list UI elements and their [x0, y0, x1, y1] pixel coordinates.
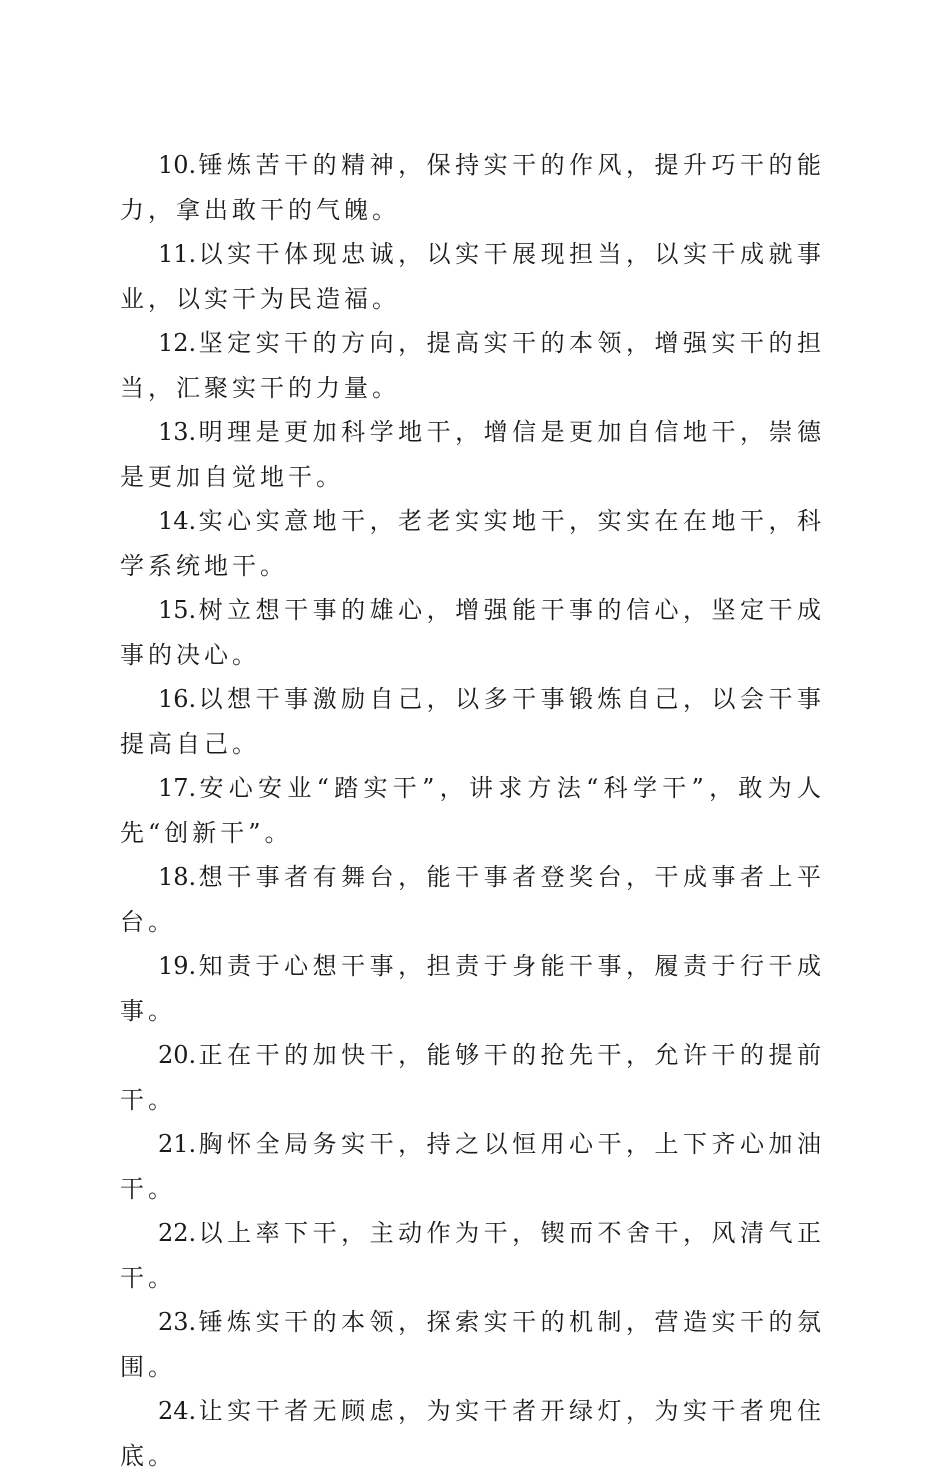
- item-number: 13.: [158, 418, 197, 446]
- item-number: 23.: [158, 1308, 197, 1336]
- item-number: 24.: [158, 1397, 197, 1425]
- item-number: 19.: [158, 952, 197, 980]
- item-number: 20.: [158, 1041, 197, 1069]
- item-number: 15.: [158, 596, 197, 624]
- item-number: 12.: [158, 329, 197, 357]
- item-text: 知责于心想干事，担责于身能干事，履责于行干成事。: [120, 952, 825, 1025]
- item-text: 坚定实干的方向，提高实干的本领，增强实干的担当，汇聚实干的力量。: [120, 329, 825, 402]
- list-item: [120, 1300, 825, 1389]
- item-text: 想干事者有舞台，能干事者登奖台，干成事者上平台。: [120, 863, 825, 936]
- item-text: 让实干者无顾虑，为实干者开绿灯，为实干者兜住底。: [120, 1397, 825, 1470]
- list-item: [120, 143, 825, 232]
- list-item: [120, 1122, 825, 1211]
- item-number: 11.: [158, 240, 197, 268]
- list-item: [120, 410, 825, 499]
- item-number: 16.: [158, 685, 197, 713]
- item-number: 10.: [158, 151, 197, 179]
- item-text: 树立想干事的雄心，增强能干事的信心，坚定干成事的决心。: [120, 596, 825, 669]
- item-number: 17.: [158, 774, 197, 802]
- list-item: [120, 677, 825, 766]
- list-item: [120, 588, 825, 677]
- list-item: [120, 766, 825, 855]
- item-text: 锤炼苦干的精神，保持实干的作风，提升巧干的能力，拿出敢干的气魄。: [120, 151, 825, 224]
- list-item: [120, 1033, 825, 1122]
- list-item: [120, 1211, 825, 1300]
- item-number: 18.: [158, 863, 197, 891]
- item-text: 明理是更加科学地干，增信是更加自信地干，崇德是更加自觉地干。: [120, 418, 825, 491]
- item-text: 以实干体现忠诚，以实干展现担当，以实干成就事业，以实干为民造福。: [120, 240, 825, 313]
- item-text: 以想干事激励自己，以多干事锻炼自己，以会干事提高自己。: [120, 685, 825, 758]
- list-item: [120, 1389, 825, 1478]
- list-item: [120, 855, 825, 944]
- item-text: 安心安业“踏实干”，讲求方法“科学干”，敢为人先“创新干”。: [120, 774, 825, 847]
- item-text: 胸怀全局务实干，持之以恒用心干，上下齐心加油干。: [120, 1130, 825, 1203]
- list-item: [120, 944, 825, 1033]
- item-number: 22.: [158, 1219, 197, 1247]
- document-body: [120, 143, 825, 1478]
- item-text: 以上率下干，主动作为干，锲而不舍干，风清气正干。: [120, 1219, 825, 1292]
- item-text: 正在干的加快干，能够干的抢先干，允许干的提前干。: [120, 1041, 825, 1114]
- item-text: 实心实意地干，老老实实地干，实实在在地干，科学系统地干。: [120, 507, 825, 580]
- list-item: [120, 232, 825, 321]
- list-item: [120, 499, 825, 588]
- item-text: 锤炼实干的本领，探索实干的机制，营造实干的氛围。: [120, 1308, 825, 1381]
- item-number: 14.: [158, 507, 197, 535]
- item-number: 21.: [158, 1130, 197, 1158]
- list-item: [120, 321, 825, 410]
